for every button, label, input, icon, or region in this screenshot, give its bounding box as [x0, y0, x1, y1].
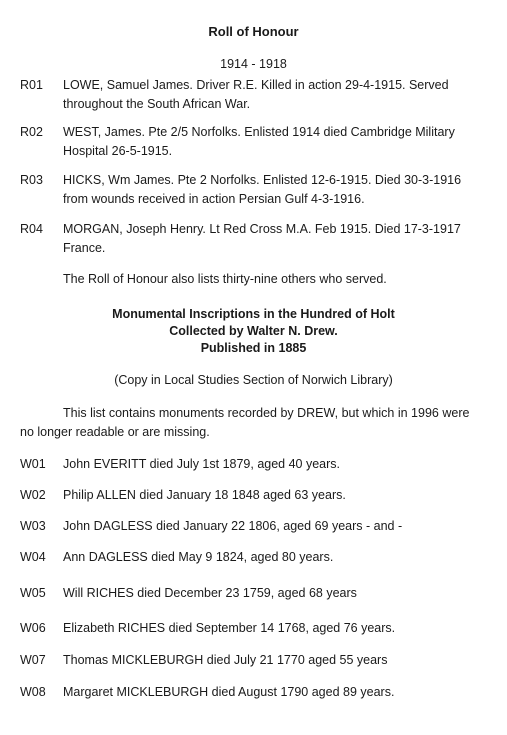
entry-text: Ann DAGLESS died May 9 1824, aged 80 years. — [63, 550, 334, 564]
entry-code: W03 — [20, 519, 46, 533]
monuments-heading-line2: Collected by Walter N. Drew. — [169, 324, 338, 338]
entry-text: Elizabeth RICHES died September 14 1768, aged 76 years. — [63, 621, 396, 635]
entry-code: R03 — [20, 173, 43, 187]
entry-text: John DAGLESS died January 22 1806, aged 69 years - and - — [63, 519, 403, 533]
entry-text: WEST, James. Pte 2/5 Norfolks. Enlisted 1914 died Cambridge Military Hospital 26-5-1915. — [63, 125, 455, 158]
entry-text: Will RICHES died December 23 1759, aged 68 years — [63, 586, 357, 600]
entry-text: Thomas MICKLEBURGH died July 21 1770 aged 55 years — [63, 653, 388, 667]
copy-note: (Copy in Local Studies Section of Norwich Library) — [114, 373, 393, 387]
entry-code: W07 — [20, 653, 46, 667]
entry-text: HICKS, Wm James. Pte 2 Norfolks. Enlisted 12-6-1915. Died 30-3-1916 from wounds received in action Persian Gulf 4-3-1916. — [63, 173, 462, 206]
entry-code: W05 — [20, 586, 46, 600]
roll-years: 1914 - 1918 — [220, 57, 287, 71]
entry-text: John EVERITT died July 1st 1879, aged 40 years. — [63, 457, 341, 471]
entry-code: W02 — [20, 488, 46, 502]
entry-code: R01 — [20, 78, 43, 92]
monuments-heading-line3: Published in 1885 — [200, 341, 307, 355]
entry-text: LOWE, Samuel James. Driver R.E. Killed in action 29-4-1915. Served throughout the South African War. — [63, 78, 449, 111]
entry-text: Margaret MICKLEBURGH died August 1790 aged 89 years. — [63, 685, 395, 699]
roll-title: Roll of Honour — [208, 24, 299, 39]
roll-note: The Roll of Honour also lists thirty-nine others who served. — [63, 272, 387, 286]
entry-text: MORGAN, Joseph Henry. Lt Red Cross M.A. Feb 1915. Died 17-3-1917 France. — [63, 222, 461, 255]
entry-code: W04 — [20, 550, 46, 564]
monuments-heading-line1: Monumental Inscriptions in the Hundred of Holt — [112, 307, 395, 321]
entry-text: Philip ALLEN died January 18 1848 aged 63 years. — [63, 488, 346, 502]
entry-code: W08 — [20, 685, 46, 699]
monuments-intro: This list contains monuments recorded by DREW, but which in 1996 were no longer readable or are missing. — [20, 406, 470, 439]
entry-code: W06 — [20, 621, 46, 635]
entry-code: R02 — [20, 125, 43, 139]
entry-code: R04 — [20, 222, 43, 236]
entry-code: W01 — [20, 457, 46, 471]
